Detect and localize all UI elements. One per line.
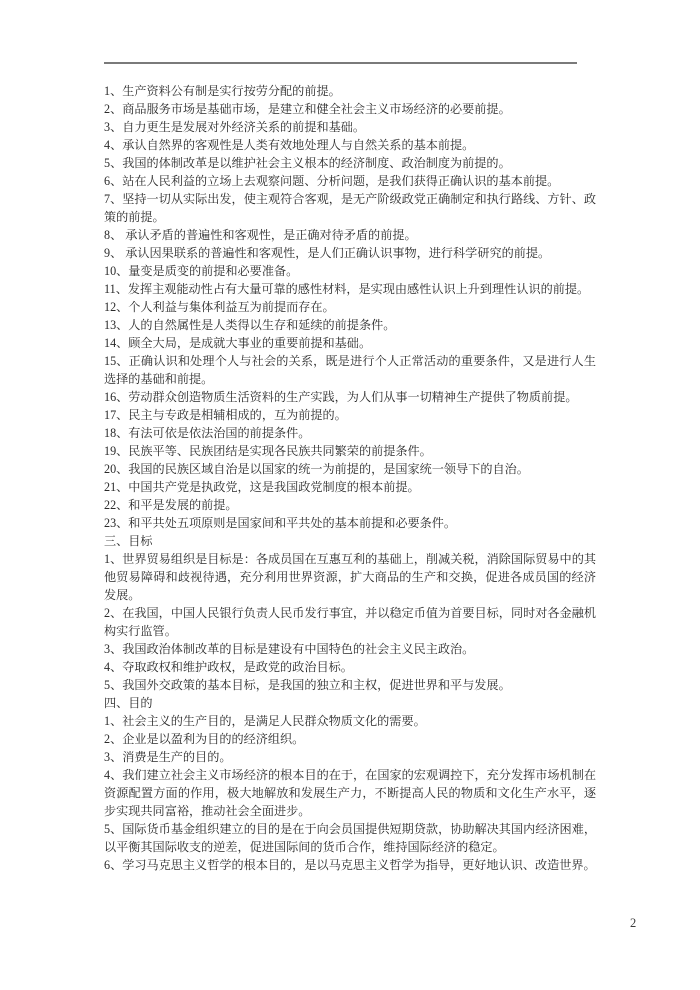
list-item: 4、夺取政权和维护政权，是政党的政治目标。 [104,660,353,674]
list-item: 14、顾全大局，是成就大事业的重要前提和基础。 [104,336,372,350]
list-item: 8、 承认矛盾的普遍性和客观性，是正确对待矛盾的前提。 [104,228,417,242]
document-body [104,82,596,874]
list-item: 7、坚持一切从实际出发，使主观符合客观，是无产阶级政党正确制定和执行路线、方针、政策的前提。 [104,192,596,224]
list-item: 2、企业是以盈利为目的的经济组织。 [104,732,305,746]
list-item: 21、中国共产党是执政党，这是我国政党制度的根本前提。 [104,480,420,494]
list-item: 4、我们建立社会主义市场经济的根本目的在于，在国家的宏观调控下，充分发挥市场机制在资源配置方面的作用，极大地解放和发展生产力，不断提高人民的物质和文化生产水平，逐步实现共同富裕，推动社会全面进步。 [104,768,596,818]
list-item: 5、我国的体制改革是以维护社会主义根本的经济制度、政治制度为前提的。 [104,156,511,170]
list-item: 20、我国的民族区域自治是以国家的统一为前提的，是国家统一领导下的自治。 [104,462,529,476]
list-item: 10、量变是质变的前提和必要准备。 [104,264,299,278]
list-item: 13、人的自然属性是人类得以生存和延续的前提条件。 [104,318,396,332]
header-divider [104,62,577,64]
list-item: 1、生产资料公有制是实行按劳分配的前提。 [104,84,341,98]
list-item: 1、世界贸易组织是目标是：各成员国在互惠互利的基础上，削减关税，消除国际贸易中的其他贸易障碍和歧视待遇，充分利用世界资源，扩大商品的生产和交换，促进各成员国的经济发展。 [104,552,596,602]
list-item: 16、劳动群众创造物质生活资料的生产实践，为人们从事一切精神生产提供了物质前提。 [104,390,578,404]
list-item: 15、正确认识和处理个人与社会的关系，既是进行个人正常活动的重要条件，又是进行人生选择的基础和前提。 [104,354,596,386]
list-item: 6、站在人民利益的立场上去观察问题、分析问题，是我们获得正确认识的基本前提。 [104,174,560,188]
list-item: 6、学习马克思主义哲学的根本目的，是以马克思主义哲学为指导，更好地认识、改造世界。 [104,858,596,872]
list-item: 4、承认自然界的客观性是人类有效地处理人与自然关系的基本前提。 [104,138,475,152]
list-item: 18、有法可依是依法治国的前提条件。 [104,426,311,440]
list-item: 3、消费是生产的目的。 [104,750,232,764]
list-item: 22、和平是发展的前提。 [104,498,238,512]
list-item: 17、民主与专政是相辅相成的，互为前提的。 [104,408,347,422]
list-item: 19、民族平等、民族团结是实现各民族共同繁荣的前提条件。 [104,444,432,458]
list-item: 11、发挥主观能动性占有大量可靠的感性材料，是实现由感性认识上升到理性认识的前提。 [104,282,590,296]
section-heading: 四、目的 [104,696,153,710]
page-number: 2 [630,916,637,930]
list-item: 2、在我国，中国人民银行负责人民币发行事宜，并以稳定币值为首要目标，同时对各金融机构实行监管。 [104,606,596,638]
list-item: 5、国际货币基金组织建立的目的是在于向会员国提供短期贷款，协助解决其国内经济困难，以平衡其国际收支的逆差，促进国际间的货币合作，维持国际经济的稳定。 [104,822,596,854]
list-item: 1、社会主义的生产目的，是满足人民群众物质文化的需要。 [104,714,426,728]
list-item: 5、我国外交政策的基本目标，是我国的独立和主权，促进世界和平与发展。 [104,678,511,692]
list-item: 2、商品服务市场是基础市场，是建立和健全社会主义市场经济的必要前提。 [104,102,511,116]
list-item: 9、 承认因果联系的普遍性和客观性，是人们正确认识事物，进行科学研究的前提。 [104,246,551,260]
list-item: 3、自力更生是发展对外经济关系的前提和基础。 [104,120,366,134]
list-item: 3、我国政治体制改革的目标是建设有中国特色的社会主义民主政治。 [104,642,475,656]
section-heading: 三、目标 [104,534,153,548]
list-item: 12、个人利益与集体利益互为前提而存在。 [104,300,335,314]
list-item: 23、和平共处五项原则是国家间和平共处的基本前提和必要条件。 [104,516,457,530]
